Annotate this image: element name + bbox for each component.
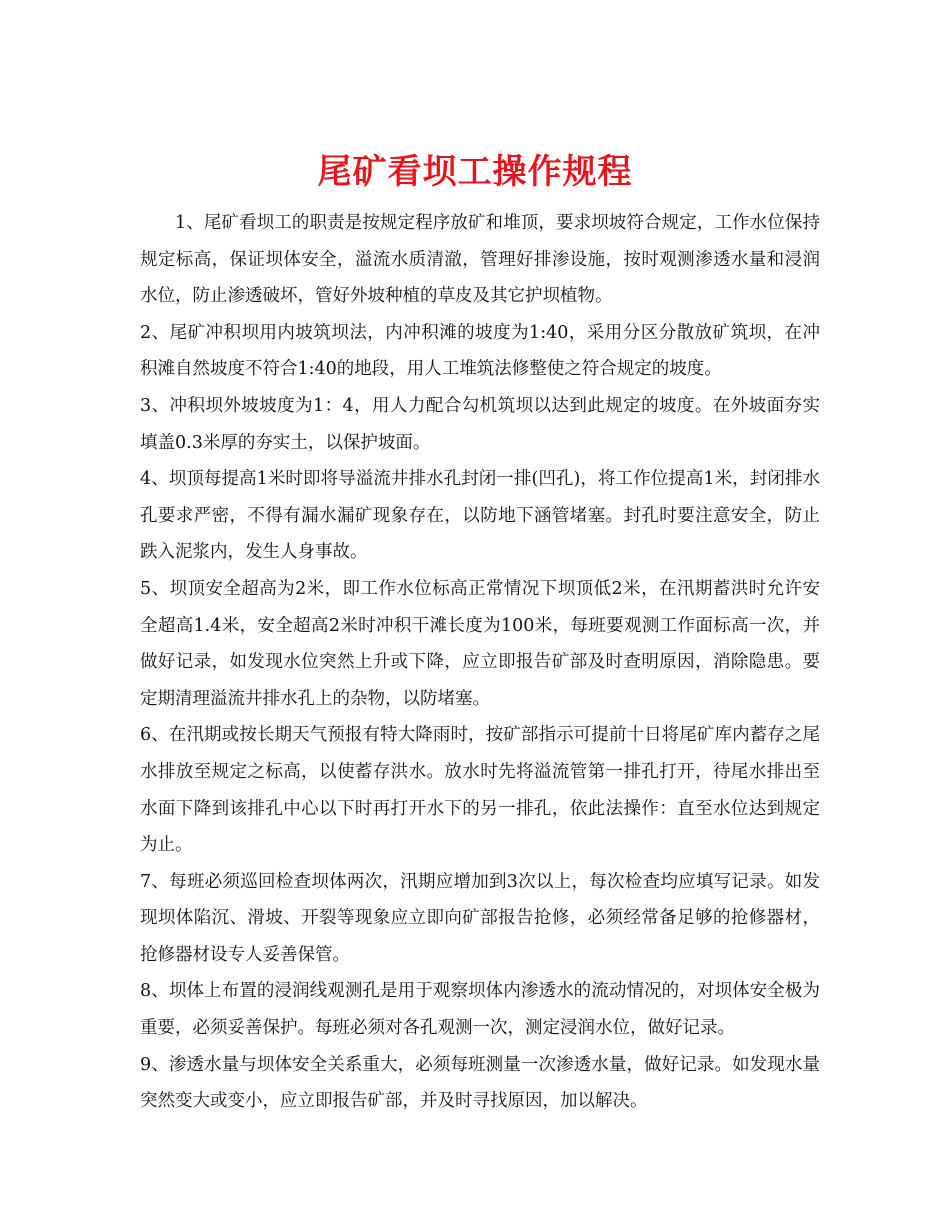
paragraph-3: 3、冲积坝外坡坡度为1：4，用人力配合勾机筑坝以达到此规定的坡度。在外坡面夯实填盖0.3米厚的夯实土，以保护坡面。 [140, 395, 820, 453]
paragraph-4: 4、坝顶每提高1米时即将导溢流井排水孔封闭一排(凹孔)，将工作位提高1米，封闭排水孔要求严密，不得有漏水漏矿现象存在，以防地下涵管堵塞。封孔时要注意安全，防止跌入泥浆内，发生人身事故。 [140, 469, 820, 563]
document-title: 尾矿看坝工操作规程 [317, 151, 633, 192]
paragraph-2: 2、尾矿冲积坝用内坡筑坝法，内冲积滩的坡度为1:40，采用分区分散放矿筑坝，在冲积滩自然坡度不符合1:40的地段，用人工堆筑法修整使之符合规定的坡度。 [140, 322, 820, 380]
document-body [140, 205, 820, 1120]
paragraph-8: 8、坝体上布置的浸润线观测孔是用于观察坝体内渗透水的流动情况的，对坝体安全极为重要，必须妥善保护。每班必须对各孔观测一次，测定浸润水位，做好记录。 [140, 981, 820, 1039]
paragraph-7: 7、每班必须巡回检查坝体两次，汛期应增加到3次以上，每次检查均应填写记录。如发现坝体陷沉、滑坡、开裂等现象应立即向矿部报告抢修，必须经常备足够的抢修器材，抢修器材设专人妥善保管。 [140, 871, 820, 965]
paragraph-5: 5、坝顶安全超高为2米，即工作水位标高正常情况下坝顶低2米，在汛期蓄洪时允许安全超高1.4米，安全超高2米时冲积干滩长度为100米，每班要观测工作面标高一次，并做好记录，如发现水位突然上升或下降，应立即报告矿部及时查明原因，消除隐患。要定期清理溢流井排水孔上的杂物，以防堵塞。 [140, 578, 820, 709]
paragraph-1: 1、尾矿看坝工的职责是按规定程序放矿和堆顶，要求坝坡符合规定，工作水位保持规定标高，保证坝体安全，溢流水质清澈，管理好排渗设施，按时观测渗透水量和浸润水位，防止渗透破坏，管好外坡种植的草皮及其它护坝植物。 [140, 213, 820, 307]
paragraph-9: 9、渗透水量与坝体安全关系重大，必须每班测量一次渗透水量，做好记录。如发现水量突然变大或变小，应立即报告矿部，并及时寻找原因，加以解决。 [140, 1054, 820, 1112]
paragraph-6: 6、在汛期或按长期天气预报有特大降雨时，按矿部指示可提前十日将尾矿库内蓄存之尾水排放至规定之标高，以使蓄存洪水。放水时先将溢流管第一排孔打开，待尾水排出至水面下降到该排孔中心以下时再打开水下的另一排孔，依此法操作：直至水位达到规定为止。 [140, 725, 820, 856]
